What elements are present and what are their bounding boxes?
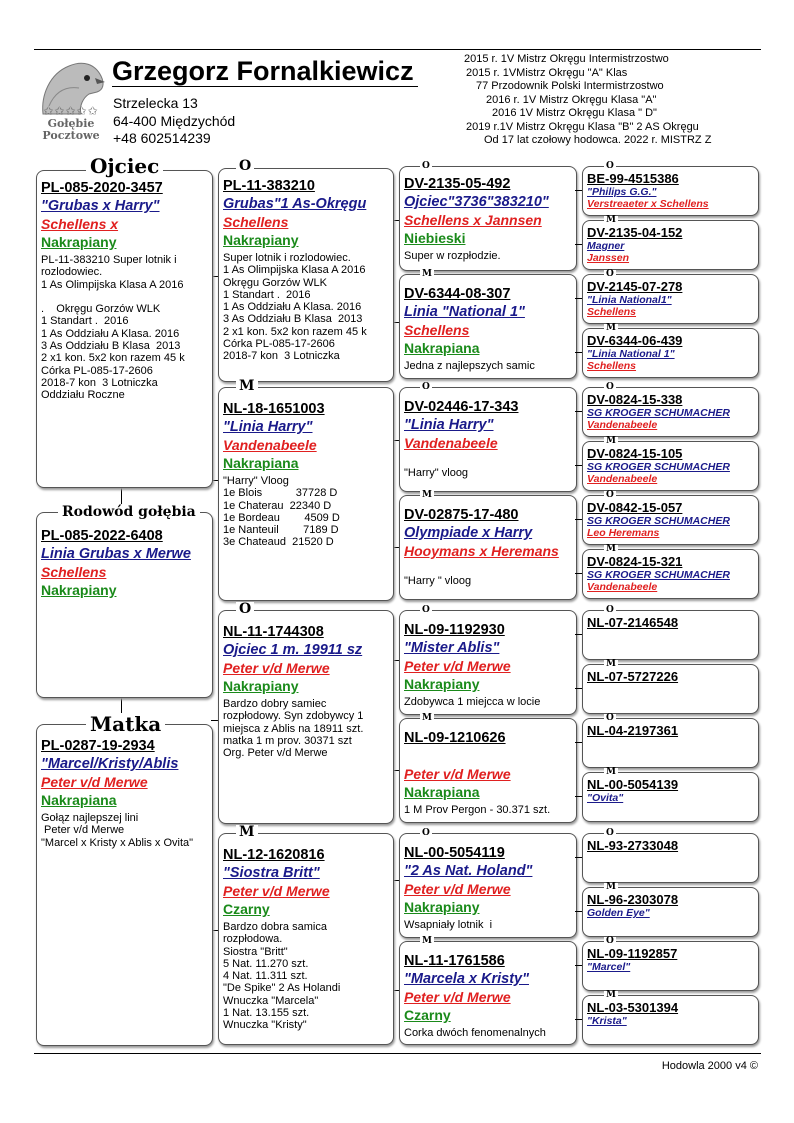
gen4-sex-mark: O — [606, 382, 614, 392]
gen4-card-7[interactable] — [582, 549, 759, 599]
gen3-desc: "Harry " vloog — [404, 575, 472, 588]
gen3-sex-mark: O — [422, 828, 430, 838]
bottom-rule — [34, 1053, 761, 1054]
gen4-card-9[interactable] — [582, 664, 759, 714]
gen4-card-15[interactable] — [582, 995, 759, 1045]
gen3-name: "Linia Harry" — [404, 417, 494, 433]
gen4-sex-mark: O — [606, 828, 614, 838]
achievement: Od 17 lat czołowy hodowca. 2022 r. MISTRZ Z — [484, 134, 712, 146]
gen2-name: Grubas"1 As-Okręgu — [223, 196, 367, 212]
gen2-name: "Siostra Britt" — [223, 865, 320, 881]
connector — [575, 573, 582, 574]
gen3-color: Nakrapiana — [404, 784, 480, 800]
gen3-name: "2 As Nat. Holand" — [404, 863, 533, 879]
gen2-card-1[interactable] — [218, 387, 394, 601]
achievement: 2016 1V Mistrz Okręgu Klasa " D" — [492, 107, 657, 119]
gen4-card-1[interactable] — [582, 220, 759, 270]
gen4-sex-mark: M — [606, 544, 616, 554]
phone: +48 602514239 — [113, 130, 211, 146]
gen4-breeder: Schellens — [587, 306, 637, 318]
mother-desc: Gołąz najlepszej lini Peter v/d Merwe "Marcel x Kristy x Ablis x Ovita" — [41, 812, 194, 849]
gen4-ring: DV-0824-15-321 — [587, 554, 683, 569]
gen3-card-1[interactable] — [399, 274, 577, 379]
gen3-card-6[interactable] — [399, 833, 577, 938]
gen4-card-2[interactable] — [582, 274, 759, 324]
father-name: "Grubas x Harry" — [41, 198, 160, 214]
connector — [575, 688, 582, 689]
gen4-card-3[interactable] — [582, 328, 759, 378]
mother-color: Nakrapiana — [41, 792, 117, 808]
gen3-color: Nakrapiany — [404, 899, 480, 915]
gen2-color: Nakrapiana — [223, 455, 299, 471]
achievement: 2015 r. 1VMistrz Okręgu "A" Klas — [466, 66, 628, 79]
gen3-card-5[interactable] — [399, 718, 577, 823]
gen4-breeder: Schellens — [587, 360, 637, 372]
gen3-breeder: Peter v/d Merwe — [404, 658, 511, 674]
gen2-breeder: Peter v/d Merwe — [223, 660, 330, 676]
achievement: 77 Przodownik Polski Intermistrzostwo — [476, 80, 664, 92]
gen2-sex-mark: O — [236, 159, 254, 173]
address-street: Strzelecka 13 — [113, 95, 198, 111]
father-card[interactable] — [36, 170, 213, 488]
gen4-name: "Marcel" — [587, 961, 631, 973]
gen2-breeder: Schellens — [223, 214, 289, 230]
connector — [575, 857, 582, 858]
gen4-card-12[interactable] — [582, 833, 759, 883]
connector — [575, 244, 582, 245]
gen2-card-0[interactable] — [218, 168, 394, 382]
gen3-sex-mark: O — [422, 605, 430, 615]
father-breeder: Schellens x — [41, 216, 119, 232]
gen3-sex-mark: O — [422, 382, 430, 392]
gen2-card-3[interactable] — [218, 833, 394, 1045]
gen4-sex-mark: M — [606, 882, 616, 892]
gen2-desc: Super lotnik i rozlodowiec. 1 As Olimpijska Klasa A 2016 Okręgu Gorzów WLK 1 Standart . 2016 1 As Oddziału A Klasa. 2016 3 As Oddziału B Klasa 2013 2 x1 kon. 5x2 kon razem 45 k Córka PL-085-17-2606 2018-7 kon 3 Lotniczka — [223, 252, 367, 363]
achievement: 2016 r. 1V Mistrz Okręgu Klasa "A" — [486, 93, 657, 106]
gen3-ring: DV-02875-17-480 — [404, 507, 519, 523]
gen4-card-6[interactable] — [582, 495, 759, 545]
gen3-breeder: Peter v/d Merwe — [404, 766, 511, 782]
connector — [575, 519, 582, 520]
gen3-card-0[interactable] — [399, 166, 577, 271]
gen4-sex-mark: O — [606, 269, 614, 279]
gen4-sex-mark: M — [606, 767, 616, 777]
gen3-desc: 1 M Prov Pergon - 30.371 szt. — [404, 804, 551, 816]
connector — [575, 190, 582, 191]
gen4-sex-mark: M — [606, 990, 616, 1000]
gen3-breeder: Peter v/d Merwe — [404, 989, 511, 1005]
gen3-color: Niebieski — [404, 230, 466, 246]
gen2-name: Ojciec 1 m. 19911 sz — [223, 642, 363, 658]
gen4-name: "Krista" — [587, 1015, 627, 1027]
connector — [211, 720, 218, 721]
gen4-card-11[interactable] — [582, 772, 759, 822]
subject-color: Nakrapiany — [41, 582, 117, 598]
gen3-ring: DV-02446-17-343 — [404, 399, 519, 415]
gen3-name: "Mister Ablis" — [404, 640, 500, 656]
gen4-breeder: Verstreaeter x Schellens — [587, 198, 709, 210]
gen4-name: "Ovita" — [587, 792, 624, 804]
gen3-sex-mark: M — [422, 269, 432, 279]
pigeon-logo — [35, 56, 107, 146]
gen3-name: Olympiade x Harry — [404, 525, 533, 541]
subject-ring: PL-085-2022-6408 — [41, 528, 163, 544]
gen4-card-0[interactable] — [582, 166, 759, 216]
gen3-sex-mark: M — [422, 713, 432, 723]
gen3-desc: Jedna z najlepszych samic — [404, 360, 535, 372]
gen4-card-14[interactable] — [582, 941, 759, 991]
gen3-desc: Super w rozpłodzie. — [404, 250, 501, 262]
footer-text: Hodowla 2000 v4 © — [661, 1060, 758, 1072]
gen2-sex-mark: M — [236, 825, 258, 839]
gen2-ring: NL-11-1744308 — [223, 624, 324, 640]
gen3-sex-mark: M — [422, 490, 432, 500]
gen2-name: "Linia Harry" — [223, 419, 313, 435]
address-city: 64-400 Międzychód — [113, 113, 236, 129]
gen3-sex-mark: M — [422, 936, 432, 946]
gen3-card-7[interactable] — [399, 941, 577, 1045]
gen2-ring: PL-11-383210 — [223, 178, 315, 194]
gen4-ring: NL-04-2197361 — [587, 723, 679, 738]
gen4-ring: NL-07-2146548 — [587, 615, 679, 630]
gen3-name: Linia "National 1" — [404, 304, 525, 320]
gen2-sex-mark: O — [236, 602, 254, 616]
father-desc: PL-11-383210 Super lotnik i rozlodowiec. 1 As Olimpijska Klasa A 2016 . Okręgu Gorzów WLK 1 Standart . 2016 1 As Oddziału A Klasa. 2016 3 As Oddziału B Klasa 2013 2 x1 kon. 5x2 kon razem 45 k Córka PL-085-17-2606 2018-7 kon 3 Lotniczka Oddziału Roczne — [41, 254, 185, 402]
gen2-desc: Bardzo dobry samiec rozpłodowy. Syn zdobywcy 1 miejsca z Ablis na 18911 szt. matka 1 m prov. 30371 szt Org. Peter v/d Merwe — [223, 698, 364, 760]
gen3-card-2[interactable] — [399, 387, 577, 492]
gen4-ring: NL-00-5054139 — [587, 777, 679, 792]
gen2-ring: NL-12-1620816 — [223, 847, 325, 863]
achievement: 2019 r.1V Mistrz Okręgu Klasa "B" 2 AS Okręgu — [466, 120, 699, 133]
gen4-ring: NL-93-2733048 — [587, 838, 679, 853]
gen3-desc: "Harry" vloog — [404, 467, 469, 480]
gen4-card-10[interactable] — [582, 718, 759, 768]
mother-name: "Marcel/Kristy/Ablis — [41, 756, 179, 772]
connector — [575, 634, 582, 635]
gen3-name: "Marcela x Kristy" — [404, 971, 529, 987]
gen2-breeder: Peter v/d Merwe — [223, 883, 330, 899]
gen4-card-4[interactable] — [582, 387, 759, 437]
gen2-color: Czarny — [223, 901, 270, 917]
gen3-ring: NL-09-1192930 — [404, 622, 505, 638]
connector — [575, 796, 582, 797]
gen2-breeder: Vandenabeele — [223, 437, 317, 453]
mother-ring: PL-0287-19-2934 — [41, 738, 155, 754]
gen4-sex-mark: M — [606, 659, 616, 669]
gen4-name: SG KROGER SCHUMACHER — [587, 515, 730, 527]
gen4-card-13[interactable] — [582, 887, 759, 937]
gen4-ring: NL-07-5727226 — [587, 669, 679, 684]
gen4-breeder: Janssen — [587, 252, 630, 264]
subject-breeder: Schellens — [41, 564, 107, 580]
gen3-desc: Zdobywca 1 miejcca w locie — [404, 696, 541, 708]
gen4-sex-mark: M — [606, 323, 616, 333]
gen3-ring: NL-11-1761586 — [404, 953, 505, 969]
gen4-card-8[interactable] — [582, 610, 759, 660]
owner-name: Grzegorz Fornalkiewicz — [112, 56, 418, 87]
gen2-sex-mark: M — [236, 379, 258, 393]
gen3-color: Nakrapiana — [404, 340, 480, 356]
gen4-ring: DV-6344-06-439 — [587, 333, 683, 348]
gen3-card-4[interactable] — [399, 610, 577, 715]
gen4-name: SG KROGER SCHUMACHER — [587, 569, 730, 581]
father-ring: PL-085-2020-3457 — [41, 180, 163, 196]
gen4-name: "Linia National1" — [587, 294, 672, 306]
gen2-card-2[interactable] — [218, 610, 394, 824]
gen4-name: SG KROGER SCHUMACHER — [587, 407, 730, 419]
connector — [575, 465, 582, 466]
achievements-list — [464, 53, 754, 148]
gen4-ring: DV-2135-04-152 — [587, 225, 683, 240]
logo-text-1: Gołębie — [47, 117, 95, 130]
gen4-name: SG KROGER SCHUMACHER — [587, 461, 730, 473]
connector — [575, 352, 582, 353]
gen4-sex-mark: O — [606, 490, 614, 500]
gen4-breeder: Vandenabeele — [587, 581, 658, 593]
gen4-ring: DV-0824-15-338 — [587, 392, 683, 407]
gen4-breeder: Vandenabeele — [587, 419, 658, 431]
logo-text-2: Pocztowe — [42, 129, 100, 142]
gen3-desc: Wsapniały lotnik i — [404, 919, 493, 931]
gen4-ring: DV-0824-15-105 — [587, 446, 683, 461]
connector — [575, 742, 582, 743]
gen3-breeder: Schellens — [404, 322, 470, 338]
gen4-ring: NL-96-2303078 — [587, 892, 679, 907]
gen4-ring: NL-03-5301394 — [587, 1000, 679, 1015]
mother-label: Matka — [86, 713, 165, 735]
gen3-desc: Corka dwóch fenomenalnych — [404, 1027, 546, 1039]
gen3-sex-mark: O — [422, 161, 430, 171]
connector — [575, 911, 582, 912]
gen2-desc: "Harry" Vloog 1e Blois 37728 D 1e Chaterau 22340 D 1e Bordeau 4509 D 1e Nanteuil 7189 D 3e Chateaud 21520 D — [223, 475, 340, 549]
gen2-color: Nakrapiany — [223, 678, 299, 694]
gen3-breeder: Hooymans x Heremans — [404, 543, 559, 559]
gen4-sex-mark: O — [606, 936, 614, 946]
gen2-ring: NL-18-1651003 — [223, 401, 325, 417]
gen3-ring: NL-09-1210626 — [404, 730, 506, 746]
gen4-ring: DV-0842-15-057 — [587, 500, 683, 515]
gen3-name: Ojciec"3736"383210" — [404, 194, 549, 210]
subject-card[interactable] — [36, 512, 213, 698]
connector — [575, 1019, 582, 1020]
connector — [575, 965, 582, 966]
gen3-breeder: Vandenabeele — [404, 435, 498, 451]
connector — [575, 298, 582, 299]
gen3-color: Czarny — [404, 1007, 451, 1023]
gen3-color: Nakrapiany — [404, 676, 480, 692]
gen3-card-3[interactable] — [399, 495, 577, 600]
father-label: Ojciec — [86, 155, 163, 177]
gen3-ring: NL-00-5054119 — [404, 845, 505, 861]
stars-icon: ✩✩✩✩✩ — [43, 104, 99, 118]
subject-label: Rodowód gołębia — [58, 504, 200, 520]
gen4-breeder: Vandenabeele — [587, 473, 658, 485]
gen4-sex-mark: O — [606, 161, 614, 171]
gen4-name: Magner — [587, 240, 625, 252]
gen4-breeder: Leo Heremans — [587, 527, 660, 539]
gen3-name — [404, 747, 572, 765]
gen4-name: Golden Eye" — [587, 907, 650, 919]
gen3-breeder: Schellens x Jannsen — [404, 212, 542, 228]
gen4-ring: NL-09-1192857 — [587, 946, 678, 961]
gen4-sex-mark: M — [606, 215, 616, 225]
gen4-sex-mark: M — [606, 436, 616, 446]
top-rule — [34, 49, 761, 50]
gen4-card-5[interactable] — [582, 441, 759, 491]
subject-name: Linia Grubas x Merwe — [41, 546, 191, 562]
gen4-ring: BE-99-4515386 — [587, 171, 679, 186]
gen4-name: "Linia National 1" — [587, 348, 675, 360]
connector — [575, 411, 582, 412]
gen4-sex-mark: O — [606, 605, 614, 615]
gen2-desc: Bardzo dobra samica rozpłodowa. Siostra "Britt" 5 Nat. 11.270 szt. 4 Nat. 11.311 szt. "De Spike" 2 As Holandi Wnuczka "Marcela" 1 Nat. 13.155 szt. Wnuczka "Kristy" — [223, 921, 341, 1032]
gen4-name: "Philips G.G." — [587, 186, 657, 198]
gen3-ring: DV-2135-05-492 — [404, 176, 511, 192]
achievement: 2015 r. 1V Mistrz Okręgu Intermistrzostwo — [464, 53, 669, 65]
mother-breeder: Peter v/d Merwe — [41, 774, 148, 790]
gen4-ring: DV-2145-07-278 — [587, 279, 683, 294]
gen3-breeder: Peter v/d Merwe — [404, 881, 511, 897]
gen4-sex-mark: O — [606, 713, 614, 723]
gen2-color: Nakrapiany — [223, 232, 299, 248]
gen3-ring: DV-6344-08-307 — [404, 286, 511, 302]
mother-card[interactable] — [36, 724, 213, 1046]
father-color: Nakrapiany — [41, 234, 117, 250]
